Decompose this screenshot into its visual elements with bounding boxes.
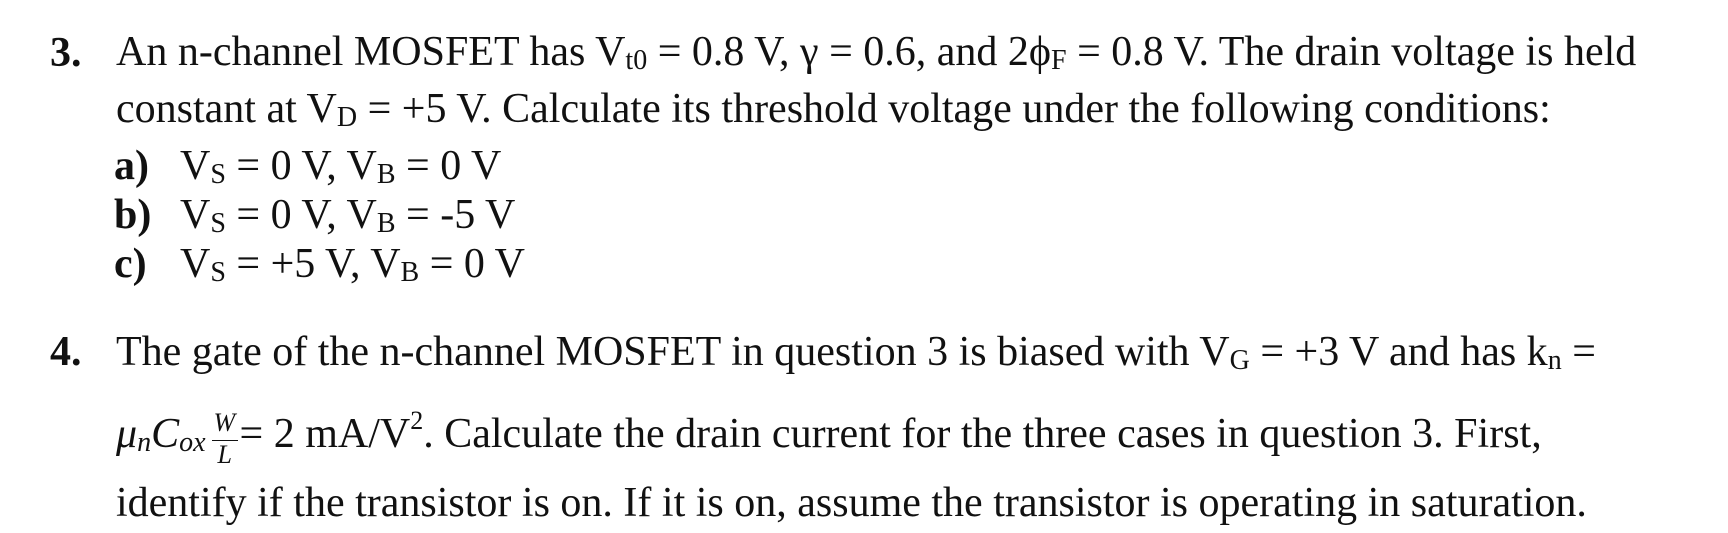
item-label: b) [114, 192, 152, 238]
question-text-line [116, 85, 1690, 142]
item-label: c) [114, 241, 147, 287]
text-run: constant at V [116, 86, 337, 132]
text-run: = [1561, 329, 1596, 375]
text-run: = -5 V [395, 192, 516, 238]
text-run: . Calculate the drain current for the three cases in question 3. First, [423, 411, 1542, 457]
math-symbol: μ [116, 411, 138, 457]
subscript: D [336, 102, 358, 133]
text-run: = 0.8 V. The drain voltage is held [1066, 29, 1637, 75]
question-number: 4. [50, 329, 82, 375]
text-run: The gate of the n-channel MOSFET in question 3 is biased with V [116, 329, 1230, 375]
text-run: = 0 V, V [225, 192, 377, 238]
fraction [212, 408, 238, 470]
question-number: 3. [50, 30, 82, 76]
text-run: = 0 V, V [225, 143, 377, 189]
text-run: An n-channel MOSFET has V [116, 29, 626, 75]
text-run: = +5 V, V [225, 241, 401, 287]
item-label: a) [114, 143, 149, 189]
fraction-denominator: L [217, 440, 233, 470]
question-text-line [116, 28, 1690, 85]
text-run: = +5 V. Calculate its threshold voltage under the following conditions: [357, 86, 1551, 132]
text-run: = 0.8 V, γ = 0.6, and 2ϕ [647, 29, 1052, 75]
text-run: V [180, 143, 211, 189]
subscript: S [210, 159, 226, 190]
fraction-numerator: W [213, 408, 236, 438]
subscript: B [376, 208, 396, 239]
text-run: V [180, 192, 211, 238]
text-run: = 2 mA/V [239, 411, 411, 457]
subscript: S [210, 208, 226, 239]
subscript: F [1051, 45, 1067, 76]
subscript: S [210, 257, 226, 288]
subscript: B [400, 257, 420, 288]
subscript: t0 [625, 45, 648, 76]
question-text-line [116, 391, 1690, 473]
subscript: B [376, 159, 396, 190]
text-run: = 0 V [419, 241, 525, 287]
subscript: n [137, 427, 152, 458]
question-body [116, 322, 1690, 533]
math-symbol: C [151, 411, 180, 457]
question-text-line [116, 322, 1690, 391]
text-run: = +3 V and has k [1249, 329, 1548, 375]
subscript: n [1547, 345, 1562, 376]
condition-item [114, 191, 1690, 240]
question-body [116, 28, 1690, 289]
superscript: 2 [410, 406, 424, 435]
condition-item [114, 142, 1690, 191]
text-run: = 0 V [395, 143, 502, 189]
subscript: G [1229, 345, 1250, 376]
text-run: V [180, 241, 211, 287]
condition-item [114, 240, 1690, 289]
subscript: ox [179, 427, 206, 458]
condition-list [114, 142, 1690, 289]
question-text-line: identify if the transistor is on. If it is on, assume the transistor is operating in saturation. [116, 480, 1587, 526]
